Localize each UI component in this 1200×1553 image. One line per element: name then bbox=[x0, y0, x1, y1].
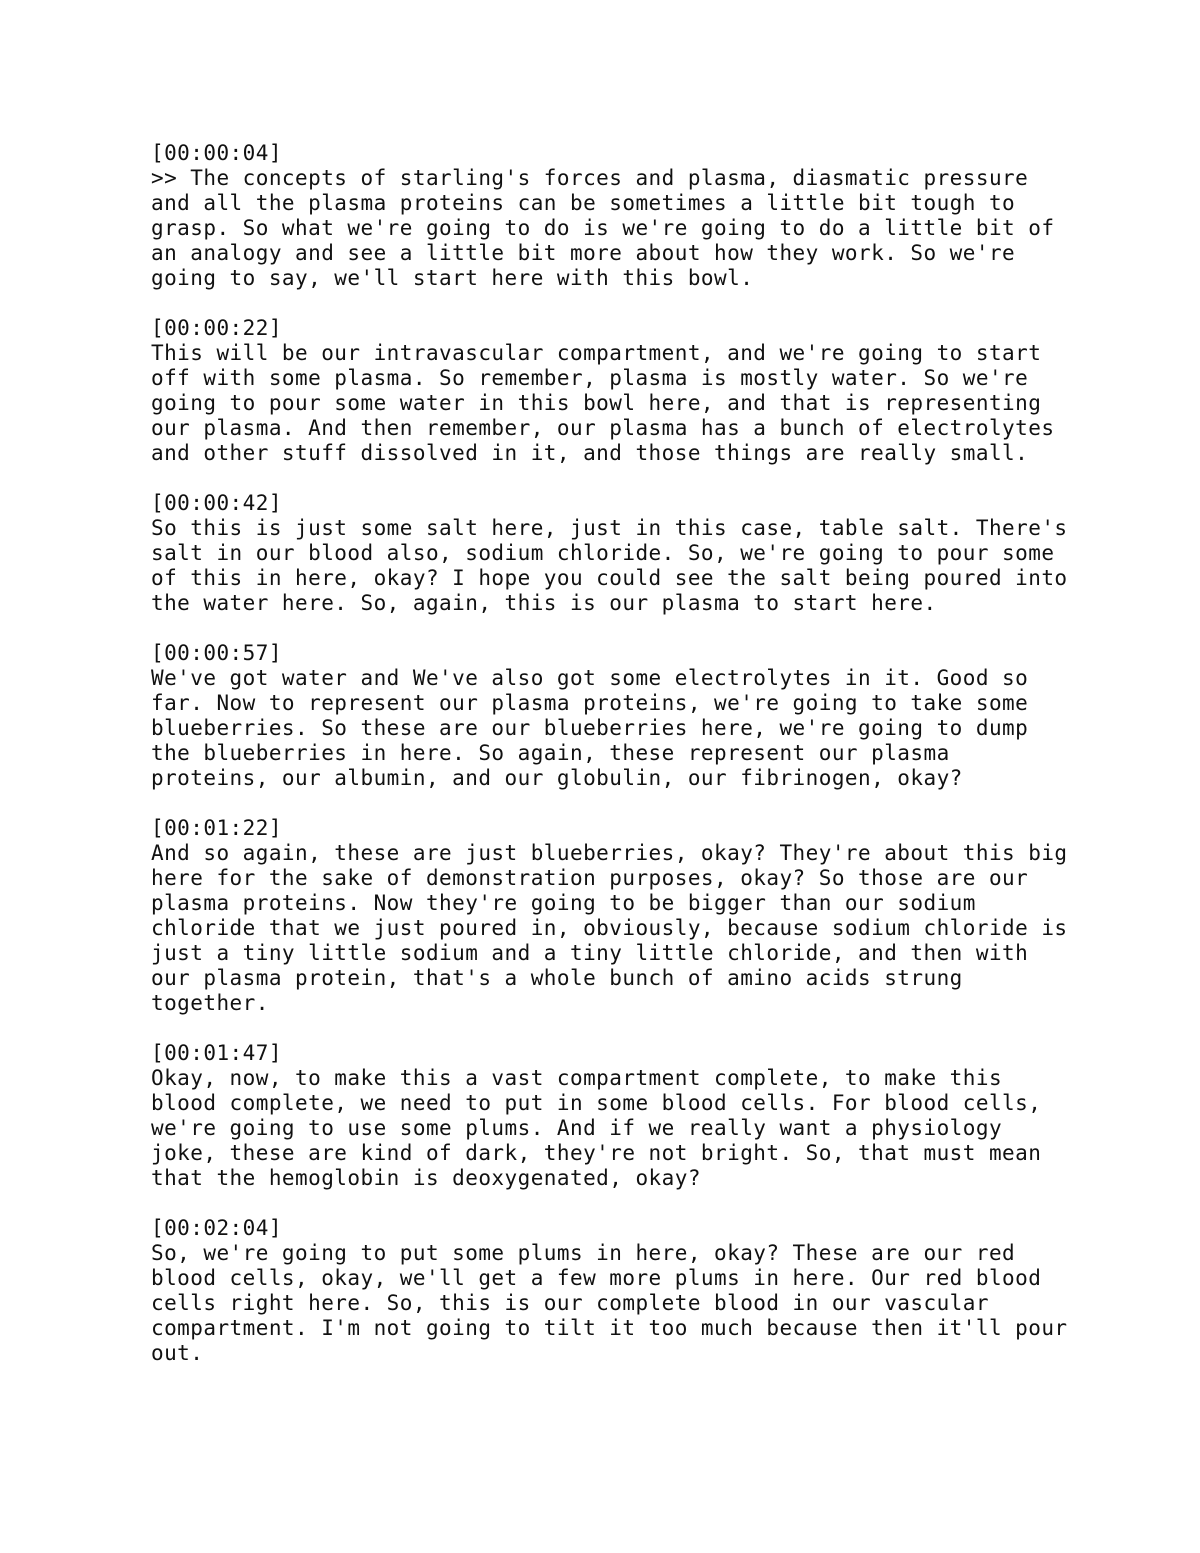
transcript-segment bbox=[151, 1216, 1151, 1366]
transcript-line: >> The concepts of starling's forces and plasma, diasmatic pressure bbox=[151, 166, 1029, 190]
transcript-line: blood complete, we need to put in some blood cells. For blood cells, bbox=[151, 1091, 1042, 1115]
transcript-line: So this is just some salt here, just in this case, table salt. There's bbox=[151, 516, 1068, 540]
transcript-segment bbox=[151, 316, 1151, 466]
transcript-line: cells right here. So, this is our complete blood in our vascular bbox=[151, 1291, 989, 1315]
transcript-segment bbox=[151, 641, 1151, 791]
transcript-line: an analogy and see a little bit more about how they work. So we're bbox=[151, 241, 1016, 265]
transcript-line: joke, these are kind of dark, they're not bright. So, that must mean bbox=[151, 1141, 1042, 1165]
transcript-line: going to pour some water in this bowl here, and that is representing bbox=[151, 391, 1042, 415]
transcript-line: that the hemoglobin is deoxygenated, okay? bbox=[151, 1166, 701, 1190]
timestamp: [00:01:47] bbox=[151, 1041, 282, 1065]
transcript-line: proteins, our albumin, and our globulin, our fibrinogen, okay? bbox=[151, 766, 963, 790]
transcript-line: grasp. So what we're going to do is we're going to do a little bit of bbox=[151, 216, 1055, 240]
transcript-line: and other stuff dissolved in it, and those things are really small. bbox=[151, 441, 1029, 465]
transcript-line: And so again, these are just blueberries, okay? They're about this big bbox=[151, 841, 1068, 865]
transcript-line: So, we're going to put some plums in here, okay? These are our red bbox=[151, 1241, 1016, 1265]
transcript-line: of this in here, okay? I hope you could see the salt being poured into bbox=[151, 566, 1068, 590]
transcript-line: This will be our intravascular compartment, and we're going to start bbox=[151, 341, 1042, 365]
transcript-line: blueberries. So these are our blueberries here, we're going to dump bbox=[151, 716, 1029, 740]
timestamp: [00:02:04] bbox=[151, 1216, 282, 1240]
timestamp: [00:00:42] bbox=[151, 491, 282, 515]
transcript-line: our plasma protein, that's a whole bunch of amino acids strung bbox=[151, 966, 963, 990]
transcript-line: going to say, we'll start here with this bowl. bbox=[151, 266, 754, 290]
transcript-line: far. Now to represent our plasma proteins, we're going to take some bbox=[151, 691, 1029, 715]
transcript-line: off with some plasma. So remember, plasma is mostly water. So we're bbox=[151, 366, 1029, 390]
timestamp: [00:00:57] bbox=[151, 641, 282, 665]
transcript-line: we're going to use some plums. And if we really want a physiology bbox=[151, 1116, 1003, 1140]
transcript-line: the water here. So, again, this is our plasma to start here. bbox=[151, 591, 937, 615]
transcript-line: here for the sake of demonstration purposes, okay? So those are our bbox=[151, 866, 1029, 890]
transcript-line: We've got water and We've also got some electrolytes in it. Good so bbox=[151, 666, 1029, 690]
transcript-line: just a tiny little sodium and a tiny little chloride, and then with bbox=[151, 941, 1029, 965]
transcript-segment bbox=[151, 816, 1151, 1016]
transcript-line: chloride that we just poured in, obviously, because sodium chloride is bbox=[151, 916, 1068, 940]
transcript-segment bbox=[151, 491, 1151, 616]
transcript-line: blood cells, okay, we'll get a few more plums in here. Our red blood bbox=[151, 1266, 1042, 1290]
timestamp: [00:00:22] bbox=[151, 316, 282, 340]
transcript-segment bbox=[151, 1041, 1151, 1191]
transcript-line: compartment. I'm not going to tilt it too much because then it'll pour bbox=[151, 1316, 1068, 1340]
timestamp: [00:00:04] bbox=[151, 141, 282, 165]
transcript-page bbox=[151, 141, 1151, 1391]
transcript-line: our plasma. And then remember, our plasma has a bunch of electrolytes bbox=[151, 416, 1055, 440]
transcript-line: and all the plasma proteins can be sometimes a little bit tough to bbox=[151, 191, 1016, 215]
transcript-line: the blueberries in here. So again, these represent our plasma bbox=[151, 741, 950, 765]
transcript-line: Okay, now, to make this a vast compartment complete, to make this bbox=[151, 1066, 1003, 1090]
timestamp: [00:01:22] bbox=[151, 816, 282, 840]
transcript-line: plasma proteins. Now they're going to be bigger than our sodium bbox=[151, 891, 976, 915]
transcript-line: out. bbox=[151, 1341, 204, 1365]
transcript-line: salt in our blood also, sodium chloride. So, we're going to pour some bbox=[151, 541, 1055, 565]
transcript-segment bbox=[151, 141, 1151, 291]
transcript-line: together. bbox=[151, 991, 269, 1015]
